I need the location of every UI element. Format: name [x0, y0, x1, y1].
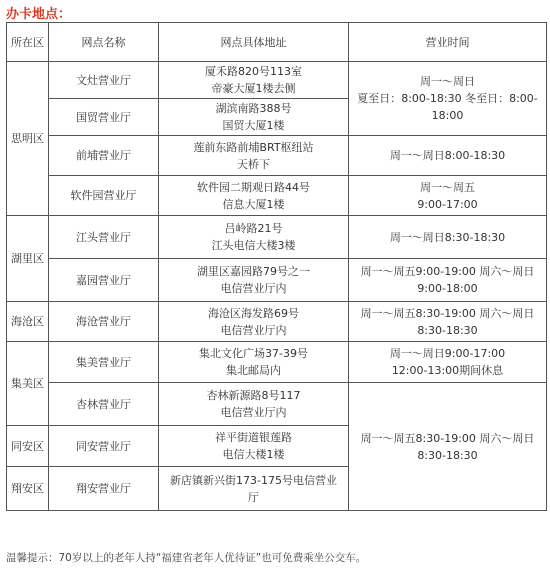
branch-address: 吕岭路21号 江头电信大楼3楼 [159, 216, 349, 259]
district-cell: 海沧区 [7, 302, 49, 342]
table-header-row [7, 23, 547, 62]
branch-name: 杏林营业厅 [49, 383, 159, 426]
district-cell: 翔安区 [7, 467, 49, 511]
branch-address: 莲前东路前埔BRT枢纽站 天桥下 [159, 136, 349, 176]
service-locations-table [6, 22, 547, 511]
district-cell: 思明区 [7, 62, 49, 216]
branch-address: 软件园二期观日路44号 信息大厦1楼 [159, 176, 349, 216]
header-address: 网点具体地址 [159, 23, 349, 62]
business-hours: 周一～周五 9:00-17:00 [349, 176, 547, 216]
district-cell: 同安区 [7, 426, 49, 467]
branch-name: 文灶营业厅 [49, 62, 159, 99]
branch-address: 集北文化广场37-39号 集北邮局内 [159, 342, 349, 383]
table-row [7, 216, 547, 259]
branch-address: 祥平街道银莲路 电信大楼1楼 [159, 426, 349, 467]
table-row [7, 136, 547, 176]
page-title: 办卡地点： [6, 7, 72, 22]
branch-address: 新店镇新兴街173-175号电信营业 厅 [159, 467, 349, 511]
business-hours: 周一～周日8:00-18:30 [349, 136, 547, 176]
branch-name: 同安营业厅 [49, 426, 159, 467]
business-hours: 周一～周五8:30-19:00 周六～周日 8:30-18:30 [349, 383, 547, 511]
table-row [7, 259, 547, 302]
footer-note: 温馨提示：70岁以上的老年人持“福建省老年人优待证”也可免费乘坐公交车。 [6, 552, 367, 564]
branch-address: 湖里区嘉园路79号之一 电信营业厅内 [159, 259, 349, 302]
business-hours: 周一～周五8:30-19:00 周六～周日 8:30-18:30 [349, 302, 547, 342]
table-row [7, 383, 547, 426]
branch-name: 前埔营业厅 [49, 136, 159, 176]
business-hours: 周一～周日9:00-17:00 12:00-13:00期间休息 [349, 342, 547, 383]
branch-name: 集美营业厅 [49, 342, 159, 383]
table-row [7, 342, 547, 383]
header-hours: 营业时间 [349, 23, 547, 62]
table-row [7, 62, 547, 99]
branch-name: 海沧营业厅 [49, 302, 159, 342]
header-district: 所在区 [7, 23, 49, 62]
branch-name: 嘉园营业厅 [49, 259, 159, 302]
branch-name: 软件园营业厅 [49, 176, 159, 216]
table-row [7, 302, 547, 342]
business-hours: 周一～周日8:30-18:30 [349, 216, 547, 259]
branch-address: 厦禾路820号113室 帝豪大厦1楼去侧 [159, 62, 349, 99]
branch-name: 国贸营业厅 [49, 99, 159, 136]
district-cell: 集美区 [7, 342, 49, 426]
district-cell: 湖里区 [7, 216, 49, 302]
business-hours: 周一～周五9:00-19:00 周六～周日 9:00-18:00 [349, 259, 547, 302]
table-row [7, 176, 547, 216]
business-hours: 周一～周日 夏至日：8:00-18:30 冬至日：8:00- 18:00 [349, 62, 547, 136]
branch-address: 湖滨南路388号 国贸大厦1楼 [159, 99, 349, 136]
branch-name: 江头营业厅 [49, 216, 159, 259]
branch-address: 杏林新源路8号117 电信营业厅内 [159, 383, 349, 426]
branch-address: 海沧区海发路69号 电信营业厅内 [159, 302, 349, 342]
header-name: 网点名称 [49, 23, 159, 62]
branch-name: 翔安营业厅 [49, 467, 159, 511]
